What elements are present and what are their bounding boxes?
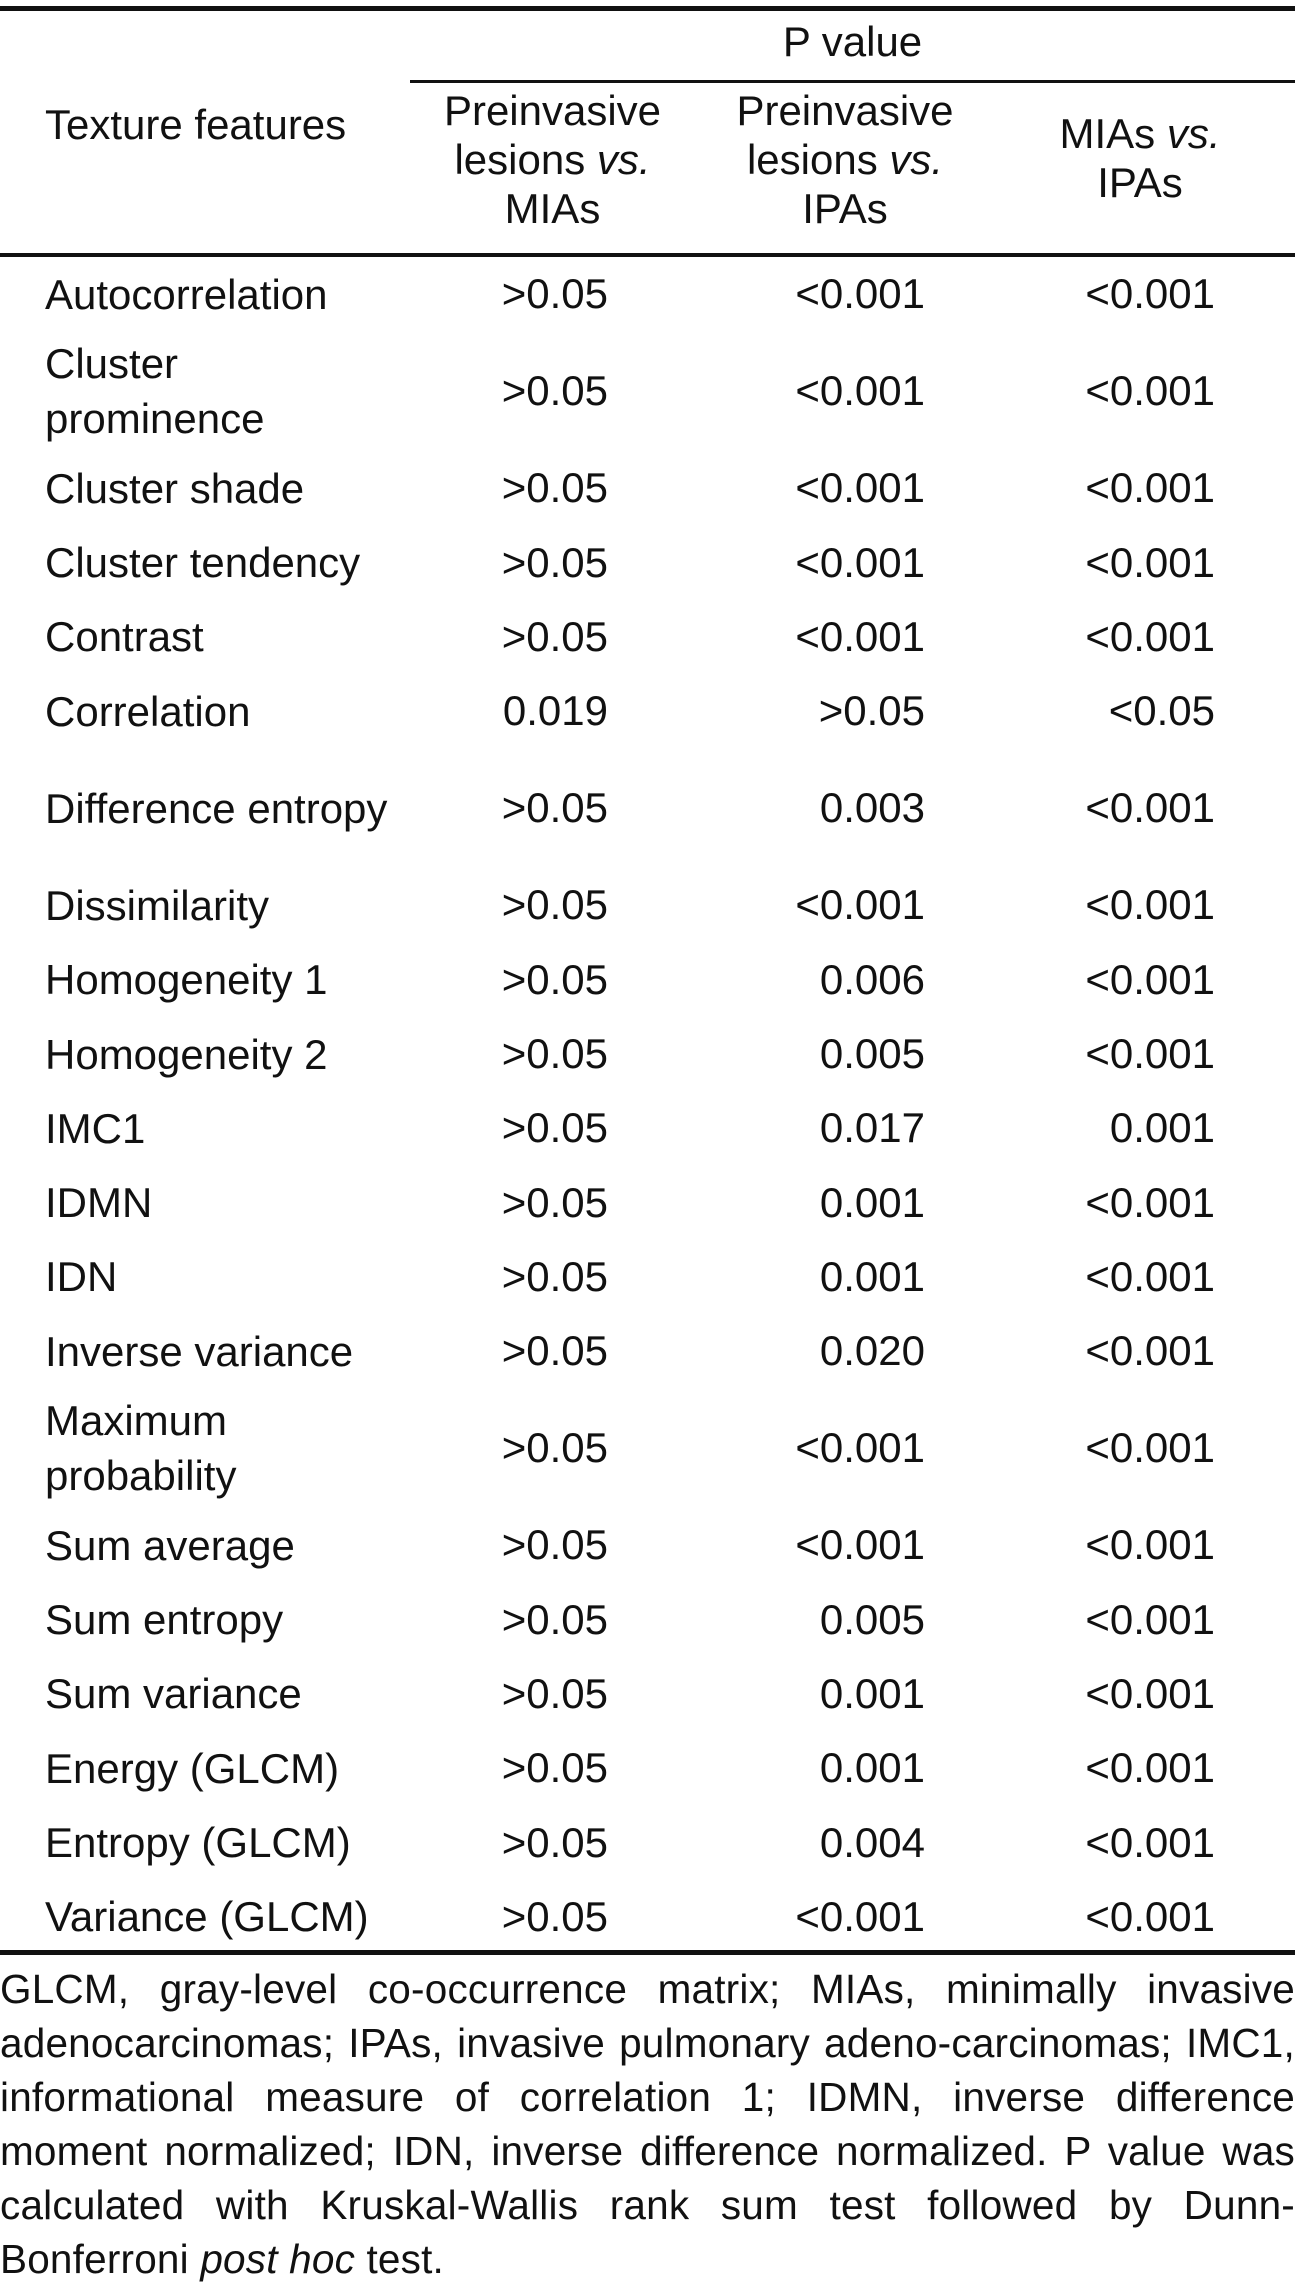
- p-value-cell: >0.05: [501, 1327, 608, 1375]
- p-value-cell: >0.05: [501, 367, 608, 415]
- footnote-main: GLCM, gray-level co-occurrence matrix; MIAs, minimally invasive adenocarcinomas; IPAs, invasive pulmonary adeno-carcinomas; IMC1, informational measure of correlation 1; IDMN, inverse difference moment normalized; IDN, inverse difference normalized. P value was calculated with Kruskal-Wallis rank sum test followed by Dunn-Bonferroni: [0, 1966, 1295, 2282]
- p-value-cell: <0.05: [1108, 687, 1215, 735]
- p-value-cell: 0.001: [819, 1669, 925, 1717]
- p-value-cell: 0.004: [819, 1818, 925, 1866]
- p-value-cell: 0.001: [819, 1252, 925, 1300]
- table-row: [0, 1314, 1295, 1388]
- p-value-cell: <0.001: [1085, 955, 1215, 1003]
- p-value-cell: 0.005: [819, 1595, 925, 1643]
- p-value-header: P value: [782, 18, 923, 65]
- footnote-italic: post hoc: [200, 2236, 356, 2282]
- p-value-cell: <0.001: [1085, 367, 1215, 415]
- p-value-cell: <0.001: [795, 612, 925, 660]
- p-value-cell: >0.05: [501, 538, 608, 586]
- table-row: [0, 1880, 1295, 1954]
- p-value-cell: <0.001: [795, 881, 925, 929]
- feature-name: IDN: [45, 1253, 118, 1301]
- table-row: [0, 674, 1295, 748]
- p-value-cell: >0.05: [501, 1521, 608, 1569]
- table-row: [0, 943, 1295, 1017]
- p-value-cell: <0.001: [1085, 1178, 1215, 1226]
- col3-line2: IPAs: [1097, 159, 1183, 206]
- p-value-cell: <0.001: [1085, 538, 1215, 586]
- p-value-cell: >0.05: [501, 612, 608, 660]
- p-value-cell: <0.001: [1085, 784, 1215, 832]
- column-header-preinvasive-vs-mias: [410, 86, 695, 233]
- table-row: [0, 525, 1295, 599]
- p-value-cell: 0.001: [1109, 1104, 1215, 1152]
- feature-name: IDMN: [45, 1179, 153, 1227]
- p-value-cell: <0.001: [795, 538, 925, 586]
- table-row: [0, 868, 1295, 942]
- p-value-cell: >0.05: [501, 1818, 608, 1866]
- p-value-cell: >0.05: [501, 1104, 608, 1152]
- p-value-cell: 0.020: [819, 1327, 925, 1375]
- table-row: [0, 1091, 1295, 1165]
- p-value-cell: <0.001: [1085, 1424, 1215, 1472]
- p-value-cell: <0.001: [1085, 1521, 1215, 1569]
- col1-line1: Preinvasive: [443, 87, 662, 134]
- table-row: [0, 1805, 1295, 1879]
- p-value-cell: >0.05: [501, 1030, 608, 1077]
- table-row: [0, 1388, 1295, 1508]
- p-value-cell: >0.05: [501, 955, 608, 1003]
- p-value-cell: <0.001: [795, 1424, 925, 1472]
- p-value-cell: <0.001: [1085, 1669, 1215, 1717]
- footnote-end: test.: [366, 2236, 444, 2282]
- p-value-cell: >0.05: [501, 270, 608, 318]
- feature-name: Energy (GLCM): [45, 1744, 340, 1792]
- column-header-mias-vs-ipas: [990, 109, 1290, 207]
- feature-name: Inverse variance: [45, 1327, 354, 1375]
- table-row: [0, 1017, 1295, 1091]
- p-value-cell: 0.001: [819, 1178, 925, 1226]
- feature-name: IMC1: [45, 1104, 146, 1152]
- table-row: [0, 1583, 1295, 1657]
- bottom-rule: [0, 1950, 1295, 1955]
- feature-name: Cluster shade: [45, 464, 305, 512]
- feature-name: Difference entropy: [45, 784, 388, 832]
- p-value-cell: >0.05: [501, 464, 608, 512]
- feature-name: Correlation: [45, 687, 251, 735]
- col1-line3: MIAs: [504, 185, 601, 232]
- col3-line1: MIAs vs.: [1059, 110, 1221, 157]
- feature-name: Cluster prominence: [45, 340, 265, 443]
- p-value-cell: <0.001: [795, 270, 925, 318]
- feature-name: Sum average: [45, 1521, 295, 1569]
- table-row: [0, 1165, 1295, 1239]
- p-value-cell: >0.05: [501, 1424, 608, 1472]
- feature-name: Contrast: [45, 613, 204, 661]
- feature-name: Variance (GLCM): [45, 1893, 369, 1941]
- texture-features-header: Texture features: [45, 101, 347, 148]
- p-value-cell: <0.001: [1085, 612, 1215, 660]
- table-footnote: [0, 1962, 1295, 2286]
- table-row: [0, 600, 1295, 674]
- p-value-cell: 0.017: [819, 1104, 925, 1152]
- table-body: [0, 257, 1295, 1954]
- p-value-cell: >0.05: [501, 881, 608, 929]
- p-value-cell: <0.001: [795, 367, 925, 415]
- feature-name: Entropy (GLCM): [45, 1819, 351, 1867]
- col2-line2: lesions vs.: [746, 136, 944, 183]
- feature-name: Cluster tendency: [45, 539, 361, 587]
- table-row: [0, 257, 1295, 331]
- table-row: [0, 451, 1295, 525]
- col2-line3: IPAs: [802, 185, 888, 232]
- p-value-cell: <0.001: [1085, 1892, 1215, 1940]
- p-value-cell: >0.05: [501, 1892, 608, 1940]
- p-value-cell: 0.019: [502, 687, 608, 735]
- p-value-cell: >0.05: [501, 784, 608, 832]
- p-value-cell: <0.001: [795, 1892, 925, 1940]
- p-value-cell: <0.001: [795, 464, 925, 512]
- p-value-cell: <0.001: [795, 1521, 925, 1569]
- column-header-preinvasive-vs-ipas: [700, 86, 990, 233]
- table-row: [0, 1657, 1295, 1731]
- feature-name: Dissimilarity: [45, 881, 269, 929]
- table-row: [0, 331, 1295, 451]
- p-value-cell: >0.05: [501, 1252, 608, 1300]
- p-value-underline: [410, 80, 1295, 83]
- feature-name: Maximum probability: [45, 1397, 237, 1500]
- p-value-cell: <0.001: [1085, 464, 1215, 512]
- p-value-cell: >0.05: [501, 1178, 608, 1226]
- p-value-cell: 0.005: [819, 1030, 925, 1077]
- p-value-cell: <0.001: [1085, 1030, 1215, 1077]
- p-value-cell: <0.001: [1085, 881, 1215, 929]
- col1-line2: lesions vs.: [454, 136, 651, 183]
- p-value-cell: <0.001: [1085, 1818, 1215, 1866]
- table-row: [0, 1508, 1295, 1582]
- p-value-cell: <0.001: [1085, 1744, 1215, 1792]
- feature-name: Autocorrelation: [45, 270, 328, 318]
- feature-name: Homogeneity 2: [45, 1030, 328, 1078]
- top-rule: [0, 6, 1295, 11]
- table-row: [0, 748, 1295, 868]
- p-value-cell: >0.05: [501, 1595, 608, 1643]
- p-value-cell: >0.05: [501, 1744, 608, 1792]
- p-value-cell: <0.001: [1085, 1327, 1215, 1375]
- table-row: [0, 1240, 1295, 1314]
- p-value-cell: >0.05: [818, 687, 925, 735]
- p-value-cell: >0.05: [501, 1669, 608, 1717]
- p-value-cell: 0.001: [819, 1744, 925, 1792]
- p-value-cell: 0.006: [819, 955, 925, 1003]
- table-row: [0, 1731, 1295, 1805]
- feature-name: Homogeneity 1: [45, 956, 328, 1004]
- p-value-cell: 0.003: [819, 784, 925, 832]
- p-value-cell: <0.001: [1085, 1595, 1215, 1643]
- feature-name: Sum variance: [45, 1670, 302, 1718]
- feature-name: Sum entropy: [45, 1596, 284, 1644]
- col2-line1: Preinvasive: [736, 87, 954, 134]
- p-value-cell: <0.001: [1085, 1252, 1215, 1300]
- p-value-cell: <0.001: [1085, 270, 1215, 318]
